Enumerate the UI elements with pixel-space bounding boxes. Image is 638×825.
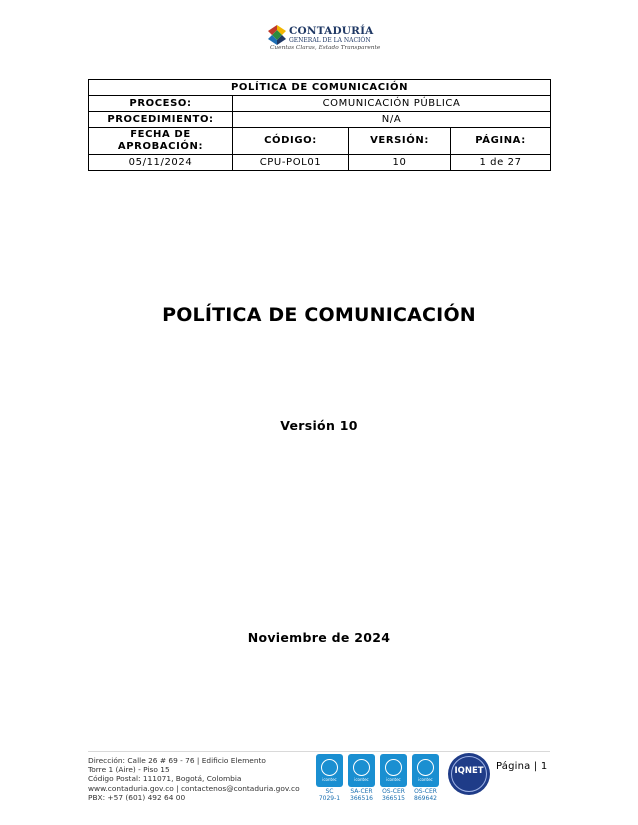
address-line: PBX: +57 (601) 492 64 00 [88, 792, 186, 802]
footer-address [88, 756, 300, 802]
address-line: Dirección: Calle 26 # 69 - 76 | Edificio Elemento [88, 756, 266, 765]
table-row [89, 96, 551, 112]
approval-date-value: 05/11/2024 [89, 155, 233, 171]
address-line: Torre 1 (Aire) - Piso 15 [88, 765, 170, 775]
footer-divider [88, 751, 550, 752]
version-label: VERSIÓN: [349, 128, 451, 155]
table-row [89, 112, 551, 128]
procedure-value: N/A [233, 112, 551, 128]
address-line: Código Postal: 111071, Bogotá, Colombia [88, 774, 242, 784]
procedure-label: PROCEDIMIENTO: [89, 112, 233, 128]
document-date: Noviembre de 2024 [247, 630, 391, 645]
process-value: COMUNICACIÓN PÚBLICA [233, 96, 551, 112]
page-label: PÁGINA: [451, 128, 551, 155]
document-version: Versión 10 [280, 418, 358, 433]
icontec-logo-icon: icontec [348, 754, 375, 787]
icontec-logo-icon: icontec [316, 754, 343, 787]
document-control-table [88, 79, 551, 171]
approval-label-line-2: APROBACIÓN: [117, 141, 204, 152]
page-value: 1 de 27 [451, 155, 551, 171]
certification-code: OS-CER 869642 [414, 788, 437, 802]
logo-subtitle: GENERAL DE LA NACIÓN [289, 37, 371, 44]
address-line: www.contaduria.gov.co | contactenos@contaduria.gov.co [88, 783, 300, 793]
table-title-cell: POLÍTICA DE COMUNICACIÓN [89, 80, 551, 96]
iqnet-logo-icon [448, 753, 490, 795]
version-value: 10 [349, 155, 451, 171]
icontec-logo-icon: icontec [412, 754, 439, 787]
footer-page-number: Página | 1 [496, 761, 548, 772]
contaduria-logo [268, 24, 381, 54]
code-value: CPU-POL01 [233, 155, 349, 171]
approval-date-label [89, 128, 233, 155]
icontec-certification-badge [412, 754, 439, 810]
icontec-certification-badge [316, 754, 343, 810]
process-label: PROCESO: [89, 96, 233, 112]
approval-label-line-1: FECHA DE [130, 129, 191, 140]
icontec-certification-badge [348, 754, 375, 810]
iqnet-label: IQNET [454, 766, 484, 776]
logo-title: CONTADURÍA [289, 25, 374, 37]
table-row [89, 128, 551, 155]
table-row [89, 80, 551, 96]
code-label: CÓDIGO: [233, 128, 349, 155]
certification-code: OS-CER 366515 [382, 788, 405, 802]
icontec-certification-badge [380, 754, 407, 810]
logo-mark-icon [268, 25, 286, 45]
icontec-logo-icon: icontec [380, 754, 407, 787]
certification-code: SC 7029-1 [318, 788, 341, 802]
document-title: POLÍTICA DE COMUNICACIÓN [162, 304, 476, 326]
table-row [89, 155, 551, 171]
certification-code: SA-CER 366516 [350, 788, 373, 802]
logo-tagline: Cuentas Claras, Estado Transparente [270, 45, 381, 51]
